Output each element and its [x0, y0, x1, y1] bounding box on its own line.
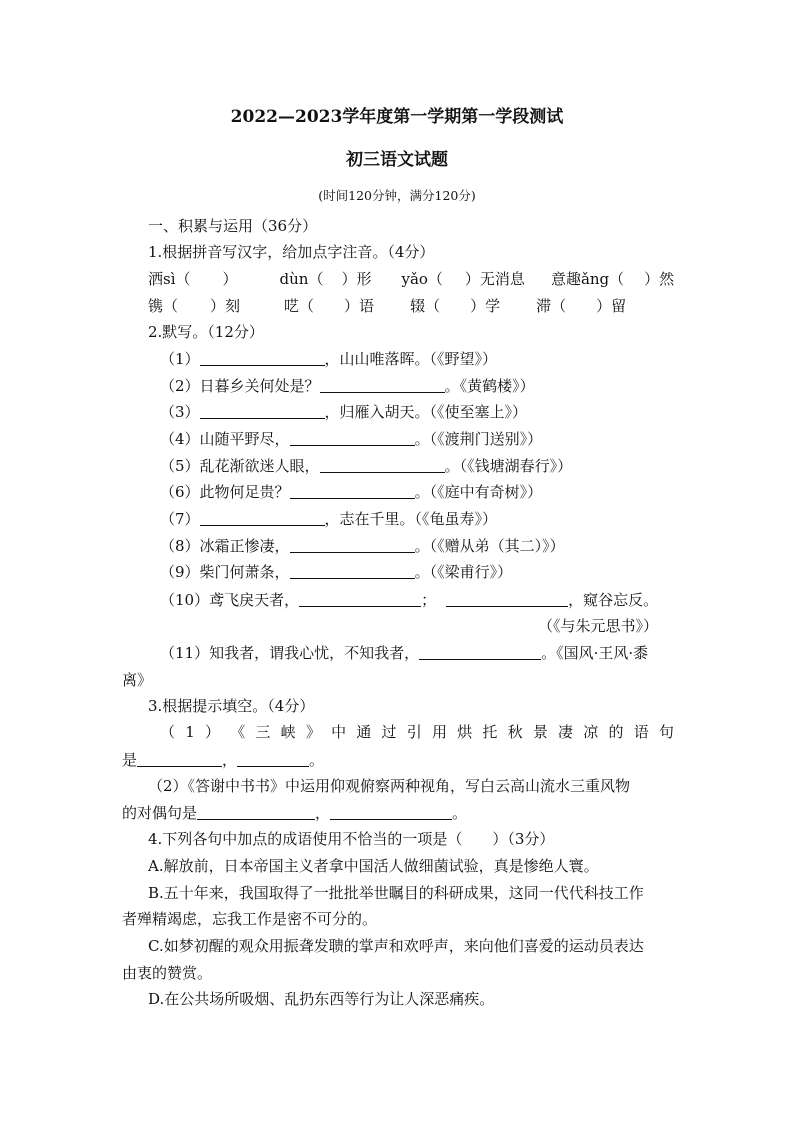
item-num: （11）	[160, 644, 210, 662]
item-before: 知我者，谓我心忧，不知我者，	[209, 644, 420, 662]
item-before: 冰霜正惨凄，	[199, 537, 290, 555]
answer-blank[interactable]	[290, 563, 415, 579]
q3-char: 1	[185, 723, 195, 741]
q3-part2-line1: （2）《答谢中书书》中运用仰观俯察两种视角，写白云高山流水三重风物	[148, 777, 631, 795]
q3-char: （	[160, 723, 176, 741]
q2-item-6	[160, 482, 542, 502]
q1-r1-b: dùn（	[279, 270, 324, 288]
item-num: （4）	[160, 430, 200, 448]
q2-item-3	[160, 402, 527, 422]
q1-r2-c: 辍（	[410, 297, 441, 315]
item-num: （1）	[160, 350, 200, 368]
item-after: 。（《梁甫行》）	[414, 563, 513, 581]
q2-item-9	[160, 562, 512, 582]
item-num: （3）	[160, 403, 200, 421]
q4-option-d: D.在公共场所吸烟、乱扔东西等行为让人深恶痛疾。	[148, 990, 495, 1008]
q1-r2-d: 滞（	[536, 297, 567, 315]
q1-r1-a: 洒sì（	[148, 270, 191, 288]
q3-text: ，	[315, 804, 331, 822]
q1-r2-d-close: ）留	[596, 297, 627, 315]
q2-item-7	[160, 509, 497, 529]
q3-text: 是	[122, 751, 138, 769]
q4-prompt: 4.下列各句中加点的成语使用不恰当的一项是（ ）（3分）	[148, 830, 555, 848]
q3-char: 三	[255, 723, 271, 741]
q3-char: 》	[305, 723, 321, 741]
q3-char: 通	[356, 723, 372, 741]
q3-char: 过	[381, 723, 397, 741]
q1-row2	[148, 296, 626, 316]
q1-r2-c-close: ）学	[470, 297, 501, 315]
q1-r1-c: yǎo（	[401, 270, 443, 288]
q4-option-c-line1: C.如梦初醒的观众用振聋发聩的掌声和欢呼声，来向他们喜爱的运动员表达	[148, 937, 644, 955]
q4-option-b-line1: B.五十年来，我国取得了一批批举世瞩目的科研成果，这同一代代科技工作	[148, 884, 644, 902]
item-after: 。（《钱塘湖春行》）	[444, 457, 573, 475]
item-before: 此物何足贵？	[199, 483, 290, 501]
q2-item-10	[160, 590, 658, 610]
q3-text: 。	[452, 804, 468, 822]
q3-part1-line2	[122, 750, 324, 770]
q3-char: 凄	[558, 723, 574, 741]
item-mid: ；	[421, 591, 437, 609]
item-num: （10）	[160, 591, 210, 609]
q4-option-b-line2: 者殚精竭虑，忘我工作是密不可分的。	[122, 910, 378, 928]
answer-blank[interactable]	[200, 350, 325, 366]
answer-blank[interactable]	[290, 483, 415, 499]
q2-item-2	[160, 376, 535, 396]
q2-item-11	[160, 643, 648, 663]
q1-r1-c-close: ）无消息	[464, 270, 525, 288]
section-heading: 一、积累与运用（36分）	[148, 217, 318, 235]
item-num: （8）	[160, 537, 200, 555]
answer-blank[interactable]	[290, 537, 415, 553]
item-before: 日暮乡关何处是？	[199, 377, 320, 395]
answer-blank[interactable]	[330, 804, 452, 820]
q4-option-c-line2: 由衷的赞赏。	[122, 964, 213, 982]
exam-title: 2022—2023学年度第一学期第一学段测试	[230, 107, 564, 127]
q4-option-a: A.解放前，日本帝国主义者拿中国活人做细菌试验，真是惨绝人寰。	[148, 857, 599, 875]
q1-r1-a-close: ）	[222, 270, 238, 288]
item-after: 。（《庭中有奇树》）	[414, 483, 543, 501]
q3-char: 引	[406, 723, 422, 741]
q3-char: 景	[532, 723, 548, 741]
q2-item-8	[160, 536, 565, 556]
q1-r2-b-close: ）语	[344, 297, 375, 315]
q3-text: 。	[309, 751, 325, 769]
item-after: ，归雁入胡天。（《使至塞上》）	[324, 403, 528, 421]
item-before: 鸢飞戾天者，	[209, 591, 300, 609]
q2-item-11-cont: 离》	[122, 671, 153, 689]
q1-r2-b: 呓（	[284, 297, 315, 315]
q3-char: 峡	[280, 723, 296, 741]
q3-part2-line2	[122, 803, 467, 823]
q2-item-1	[160, 349, 497, 369]
item-after: ，山山唯落晖。（《野望》）	[324, 350, 498, 368]
answer-blank[interactable]	[446, 591, 568, 607]
q3-char: 托	[482, 723, 498, 741]
q3-char: 秋	[507, 723, 523, 741]
item-after: 。（《赠从弟（其二）》）	[414, 537, 565, 555]
item-before: 山随平野尽，	[199, 430, 290, 448]
exam-subject: 初三语文试题	[346, 150, 448, 170]
q1-r2-a-close: ）刻	[210, 297, 241, 315]
item-num: （9）	[160, 563, 200, 581]
q2-item-4	[160, 429, 542, 449]
q3-char: 的	[608, 723, 624, 741]
item-before: 柴门何萧条，	[199, 563, 290, 581]
answer-blank[interactable]	[200, 403, 325, 419]
exam-note: (时间120分钟，满分120分)	[318, 188, 476, 203]
q3-char: 烘	[457, 723, 473, 741]
answer-blank[interactable]	[137, 751, 222, 767]
q3-char: 中	[331, 723, 347, 741]
q2-item-5	[160, 456, 572, 476]
item-after: ，志在千里。（《龟虽寿》）	[324, 510, 498, 528]
q3-char: 凉	[583, 723, 599, 741]
item-num: （6）	[160, 483, 200, 501]
q1-r2-a: 镌（	[148, 297, 179, 315]
answer-blank[interactable]	[197, 804, 315, 820]
q3-char: ）	[204, 723, 220, 741]
q2-item-10-source: （《与朱元思书》）	[538, 617, 659, 635]
answer-blank[interactable]	[419, 644, 541, 660]
q1-row1	[148, 269, 674, 289]
q2-prompt: 2.默写。（12分）	[148, 323, 264, 341]
item-before: 乱花渐欲迷人眼，	[199, 457, 320, 475]
item-after: 。《黄鹤楼》）	[444, 377, 535, 395]
item-after: ，窥谷忘反。	[568, 591, 659, 609]
q3-char: 用	[431, 723, 447, 741]
answer-blank[interactable]	[299, 591, 421, 607]
q1-r1-b-close: ）形	[341, 270, 372, 288]
answer-blank[interactable]	[320, 377, 445, 393]
item-num: （2）	[160, 377, 200, 395]
q3-char: 句	[658, 723, 674, 741]
q3-prompt: 3.根据提示填空。（4分）	[148, 697, 315, 715]
answer-blank[interactable]	[290, 430, 415, 446]
q3-char: 语	[633, 723, 649, 741]
item-num: （7）	[160, 510, 200, 528]
q3-text: ，	[222, 751, 238, 769]
q1-prompt: 1.根据拼音写汉字，给加点字注音。（4分）	[148, 243, 435, 261]
answer-blank[interactable]	[320, 457, 445, 473]
item-num: （5）	[160, 457, 200, 475]
answer-blank[interactable]	[237, 751, 309, 767]
q3-part1-line1	[160, 722, 674, 742]
q1-r1-d-close: ）然	[644, 270, 675, 288]
q1-r1-d: 意趣ǎng（	[550, 270, 625, 288]
item-after: 。《国风·王风·黍	[541, 644, 649, 662]
answer-blank[interactable]	[200, 510, 325, 526]
item-after: 。（《渡荆门送别》）	[414, 430, 543, 448]
q3-text: 的对偶句是	[122, 804, 198, 822]
q3-char: 《	[230, 723, 246, 741]
